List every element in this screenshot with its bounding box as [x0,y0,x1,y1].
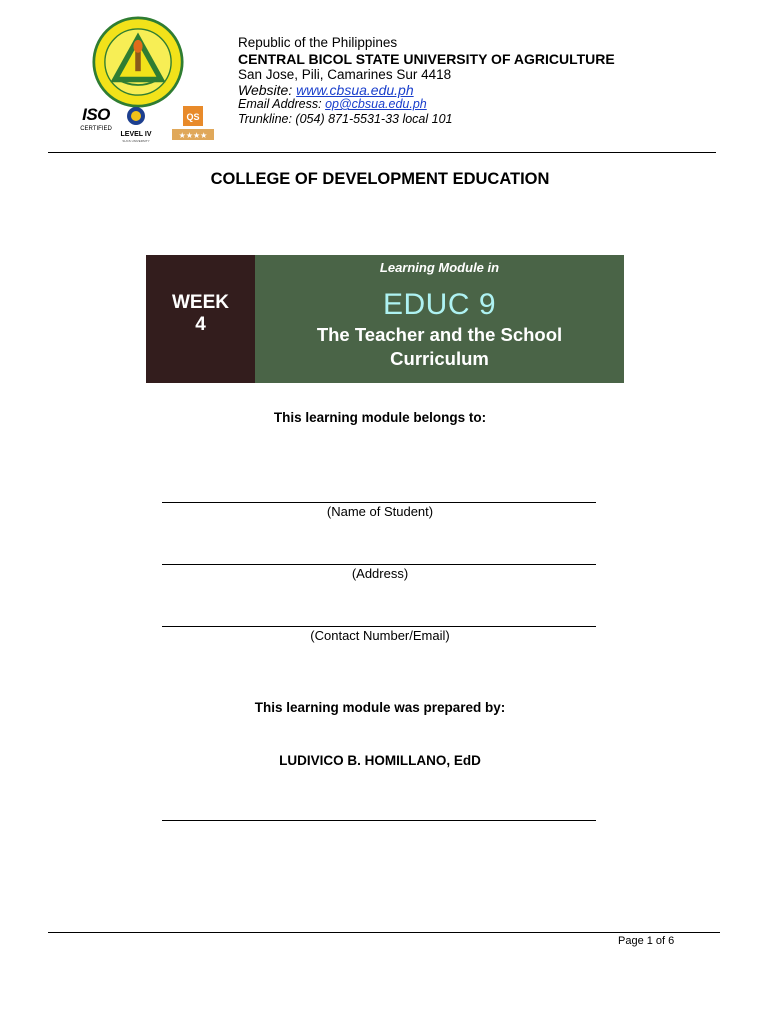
page-number: Page 1 of 6 [618,935,675,947]
university-seal-logo [92,16,184,108]
website-label: Website: [238,82,297,98]
website-line [238,82,414,98]
week-label: WEEK [172,292,229,313]
republic-label: Republic of the Philippines [238,35,398,50]
signature-line [162,820,596,821]
email-link[interactable]: op@cbsua.edu.ph [325,97,427,111]
level-iv-logo: LEVEL IV SUCS UNIVERSITY [120,106,152,144]
address-line [162,564,596,565]
student-name-line [162,502,596,503]
header-divider [48,152,716,153]
university-address: San Jose, Pili, Camarines Sur 4418 [238,67,452,82]
course-code: EDUC 9 [382,288,497,321]
course-title-line2: Curriculum [390,348,489,369]
footer-divider [48,932,720,933]
author-name: LUDIVICO B. HOMILLANO, EdD [279,753,481,768]
email-line [238,97,427,111]
svg-text:★★★★: ★★★★ [178,131,208,140]
qs-stars-logo [172,106,214,142]
college-title: COLLEGE OF DEVELOPMENT EDUCATION [210,170,550,188]
trunkline: Trunkline: (054) 871-5531-33 local 101 [238,112,453,126]
course-title-line1: The Teacher and the School [316,324,563,345]
svg-text:QS: QS [186,112,200,122]
student-name-caption: (Name of Student) [326,504,434,519]
university-name: CENTRAL BICOL STATE UNIVERSITY OF AGRICULTURE [238,51,615,67]
level-emblem-icon [125,106,147,126]
course-title [255,323,624,371]
week-number: 4 [195,314,206,335]
contact-line [162,626,596,627]
website-link[interactable]: www.cbsua.edu.ph [296,82,414,98]
module-kicker: Learning Module in [379,260,500,275]
iso-certified-logo: ISO CERTIFIED [80,105,112,132]
address-caption: (Address) [351,566,409,581]
belongs-to-label: This learning module belongs to: [273,410,487,425]
module-title-box [255,255,624,383]
week-box [146,255,255,383]
prepared-by-label: This learning module was prepared by: [254,700,506,715]
contact-caption: (Contact Number/Email) [310,628,450,643]
email-label: Email Address: [238,97,326,111]
